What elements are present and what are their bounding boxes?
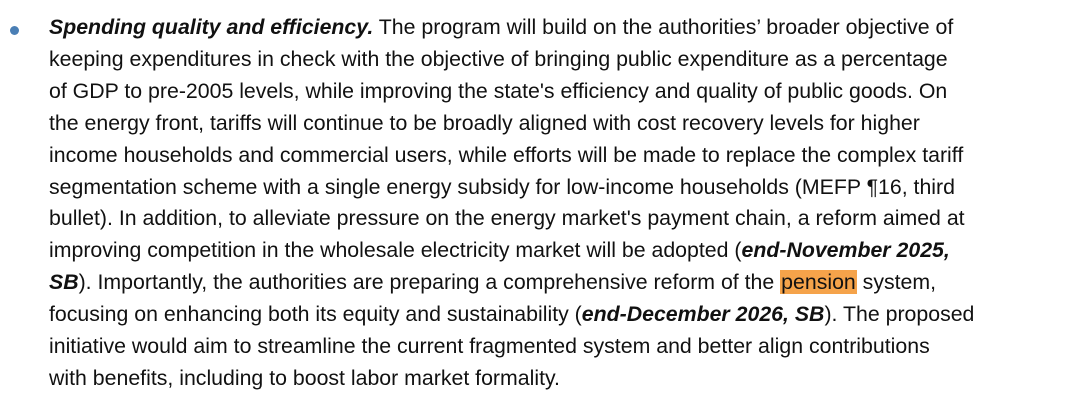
search-highlight-pension: pension — [781, 270, 856, 295]
text-line-3: of GDP to pre-2005 levels, while improving the state's efficiency and quality of public goods. On — [49, 78, 948, 103]
text-line-4: the energy front, tariffs will continue to be broadly aligned with cost recovery levels for higher — [49, 110, 920, 135]
line-10-text-a: focusing on enhancing both its equity and sustainability ( — [49, 302, 582, 327]
line-1-text: The program will build on the authorities’ broader objective of — [373, 15, 954, 39]
benchmark-sb-label: SB — [49, 270, 79, 295]
text-line-10 — [49, 299, 1059, 331]
bullet-dot-icon — [10, 26, 19, 35]
text-line-6: segmentation scheme with a single energy subsidy for low-income households (MEFP ¶16, third — [49, 174, 955, 199]
line-10-text-b: ). The proposed — [824, 302, 975, 327]
bullet-paragraph — [49, 12, 1059, 395]
text-line-2: keeping expenditures in check with the objective of bringing public expenditure as a percentage — [49, 46, 948, 71]
text-line-7: bullet). In addition, to alleviate pressure on the energy market's payment chain, a reform aimed at — [49, 206, 965, 231]
line-9-text-a: ). Importantly, the authorities are preparing a comprehensive reform of the — [78, 270, 781, 295]
line-8-text: improving competition in the wholesale electricity market will be adopted ( — [49, 238, 742, 263]
line-9-text-b: system, — [856, 270, 937, 295]
benchmark-december-2026: end-December 2026, SB — [581, 302, 825, 327]
text-line-11: initiative would aim to streamline the current fragmented system and better align contributions — [49, 334, 930, 359]
text-line-5: income households and commercial users, while efforts will be made to replace the complex tariff — [49, 142, 964, 167]
text-line-8 — [49, 235, 1059, 267]
text-line-9 — [49, 267, 1059, 299]
benchmark-november-2025: end-November 2025, — [741, 238, 950, 263]
bullet-title: Spending quality and efficiency. — [49, 15, 374, 39]
text-line-1 — [49, 12, 1059, 44]
text-line-12: with benefits, including to boost labor market formality. — [49, 365, 560, 390]
